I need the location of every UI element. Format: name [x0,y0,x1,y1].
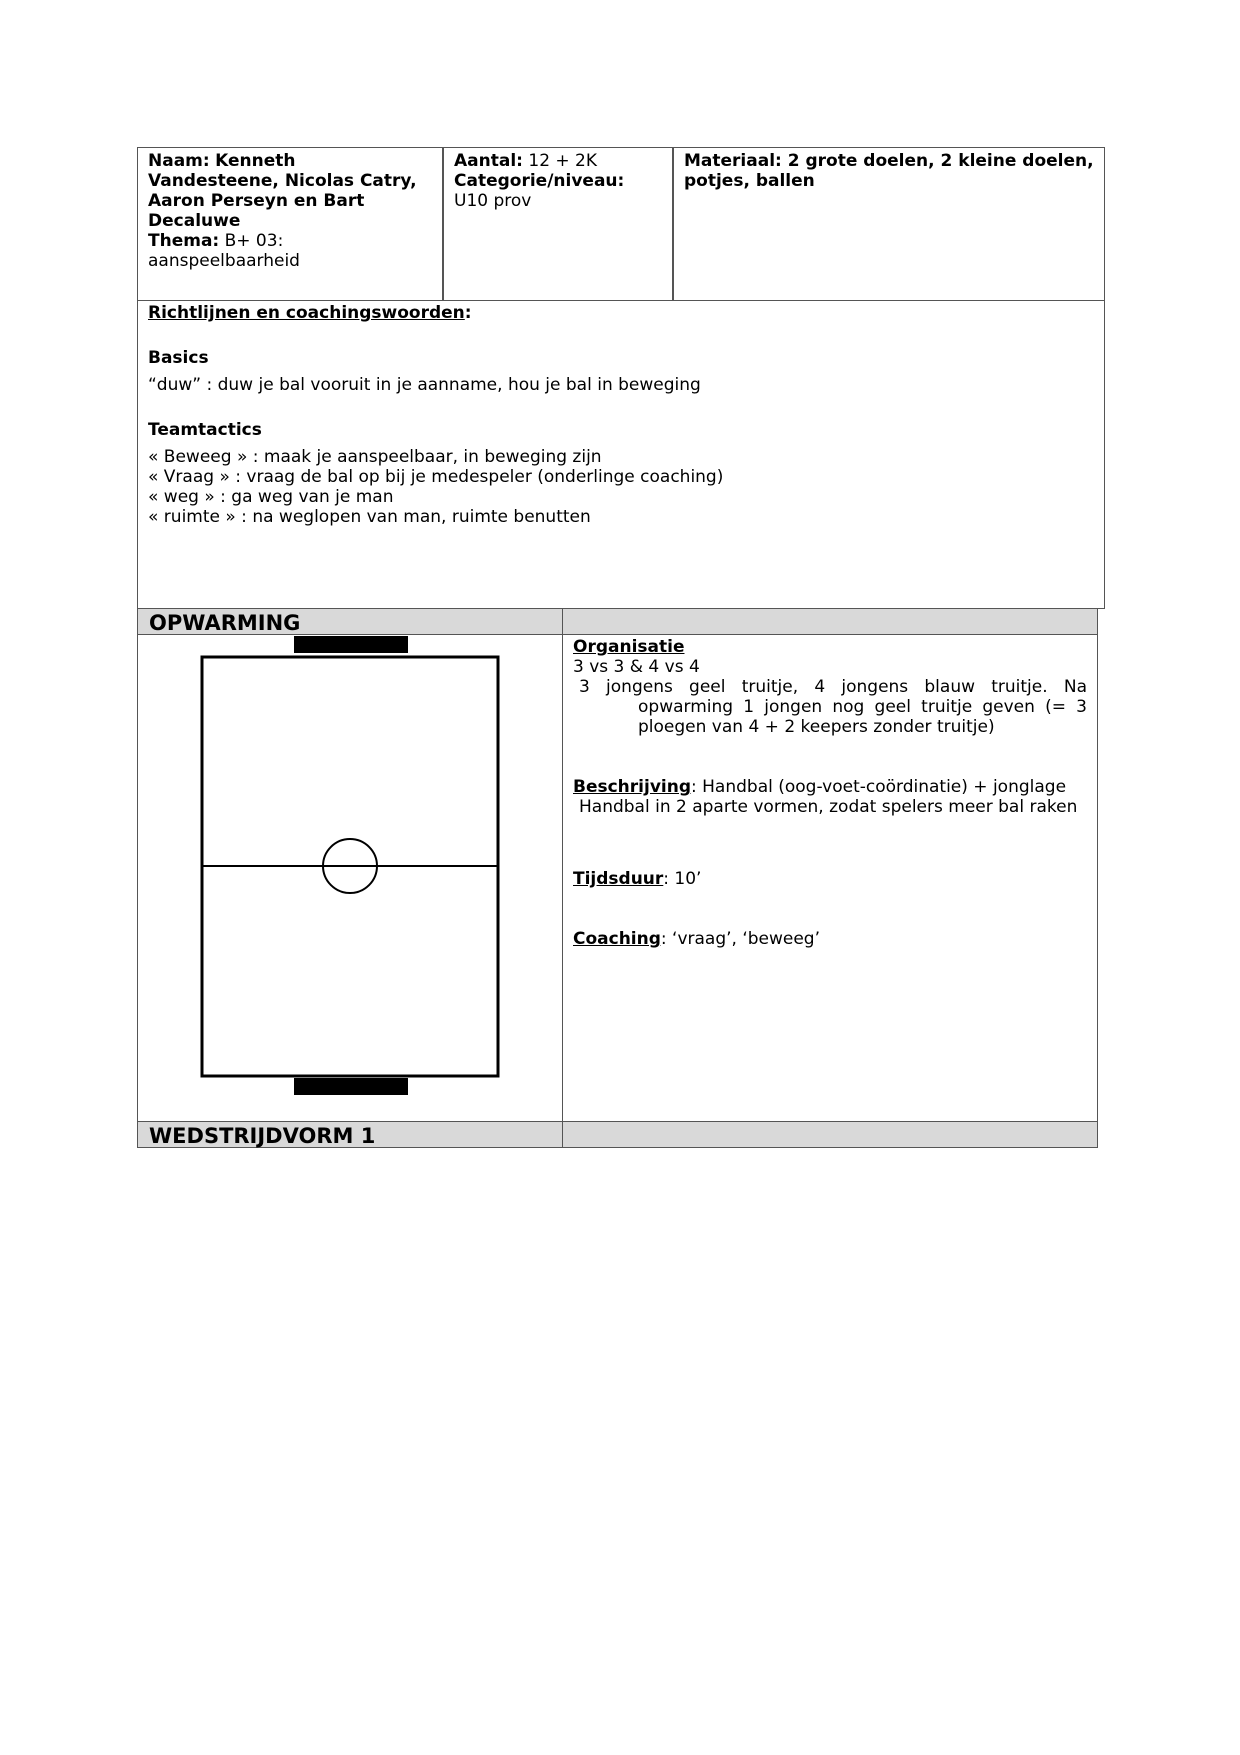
coaching-label: Coaching [573,929,661,949]
duration-value: : 10’ [663,869,702,889]
theme-label: Thema: [148,231,220,251]
header-material-cell [673,147,1105,301]
pitch-diagram [138,635,562,1121]
basics-title: Basics [148,348,209,368]
guidelines-title-colon: : [464,303,472,323]
warmup-title [137,608,563,635]
guidelines-title: Richtlijnen en coachingswoorden [148,303,465,323]
match1-title-right [562,1121,1098,1148]
teamtactics-title: Teamtactics [148,420,262,440]
header-names-cell [137,147,443,301]
organisation-label: Organisatie [573,637,685,657]
warmup-text-cell [562,634,1098,1122]
guidelines-box [137,300,1105,609]
material-value: 2 grote doelen, 2 kleine doelen, potjes, ballen [684,151,1094,191]
bottom-goal [294,1078,408,1095]
category-value: U10 prov [454,191,532,211]
basics-line: “duw” : duw je bal vooruit in je aanname, hou je bal in beweging [148,375,701,395]
header-count-cell [443,147,673,301]
warmup-diagram-cell [137,634,563,1122]
category-label: Categorie/niveau: [454,171,625,191]
match1-title [137,1121,563,1148]
description-value: : Handbal (oog-voet-coördinatie) + jonglage [691,777,1067,797]
coaching-value: : ‘vraag’, ‘beweeg’ [660,929,820,949]
theme-value: B+ 03: aanspeelbaarheid [148,231,300,271]
organisation-line1: 3 vs 3 & 4 vs 4 [573,657,700,677]
material-label: Materiaal: [684,151,782,171]
match1-title-text: WEDSTRIJDVORM 1 [149,1124,376,1148]
warmup-title-text: OPWARMING [149,611,301,635]
names-value: Kenneth Vandesteene, Nicolas Catry, Aaron Perseyn en Bart Decaluwe [148,151,417,231]
top-goal [294,636,408,653]
description-label: Beschrijving [573,777,692,797]
teamtactics-line: « Vraag » : vraag de bal op bij je medespeler (onderlinge coaching) [148,467,724,487]
count-value: 12 + 2K [528,151,598,171]
count-label: Aantal: [454,151,523,171]
warmup-title-right [562,608,1098,635]
teamtactics-line: « weg » : ga weg van je man [148,487,394,507]
teamtactics-line: « ruimte » : na weglopen van man, ruimte benutten [148,507,591,527]
duration-label: Tijdsduur [573,869,664,889]
organisation-line2: 3 jongens geel truitje, 4 jongens blauw truitje. Na opwarming 1 jongen nog geel truitje geven (= 3 ploegen van 4 + 2 keepers zonder truitje) [579,677,1087,737]
names-label: Naam: [148,151,210,171]
description-line2: Handbal in 2 aparte vormen, zodat spelers meer bal raken [579,797,1078,817]
teamtactics-line: « Beweeg » : maak je aanspeelbaar, in beweging zijn [148,447,602,467]
